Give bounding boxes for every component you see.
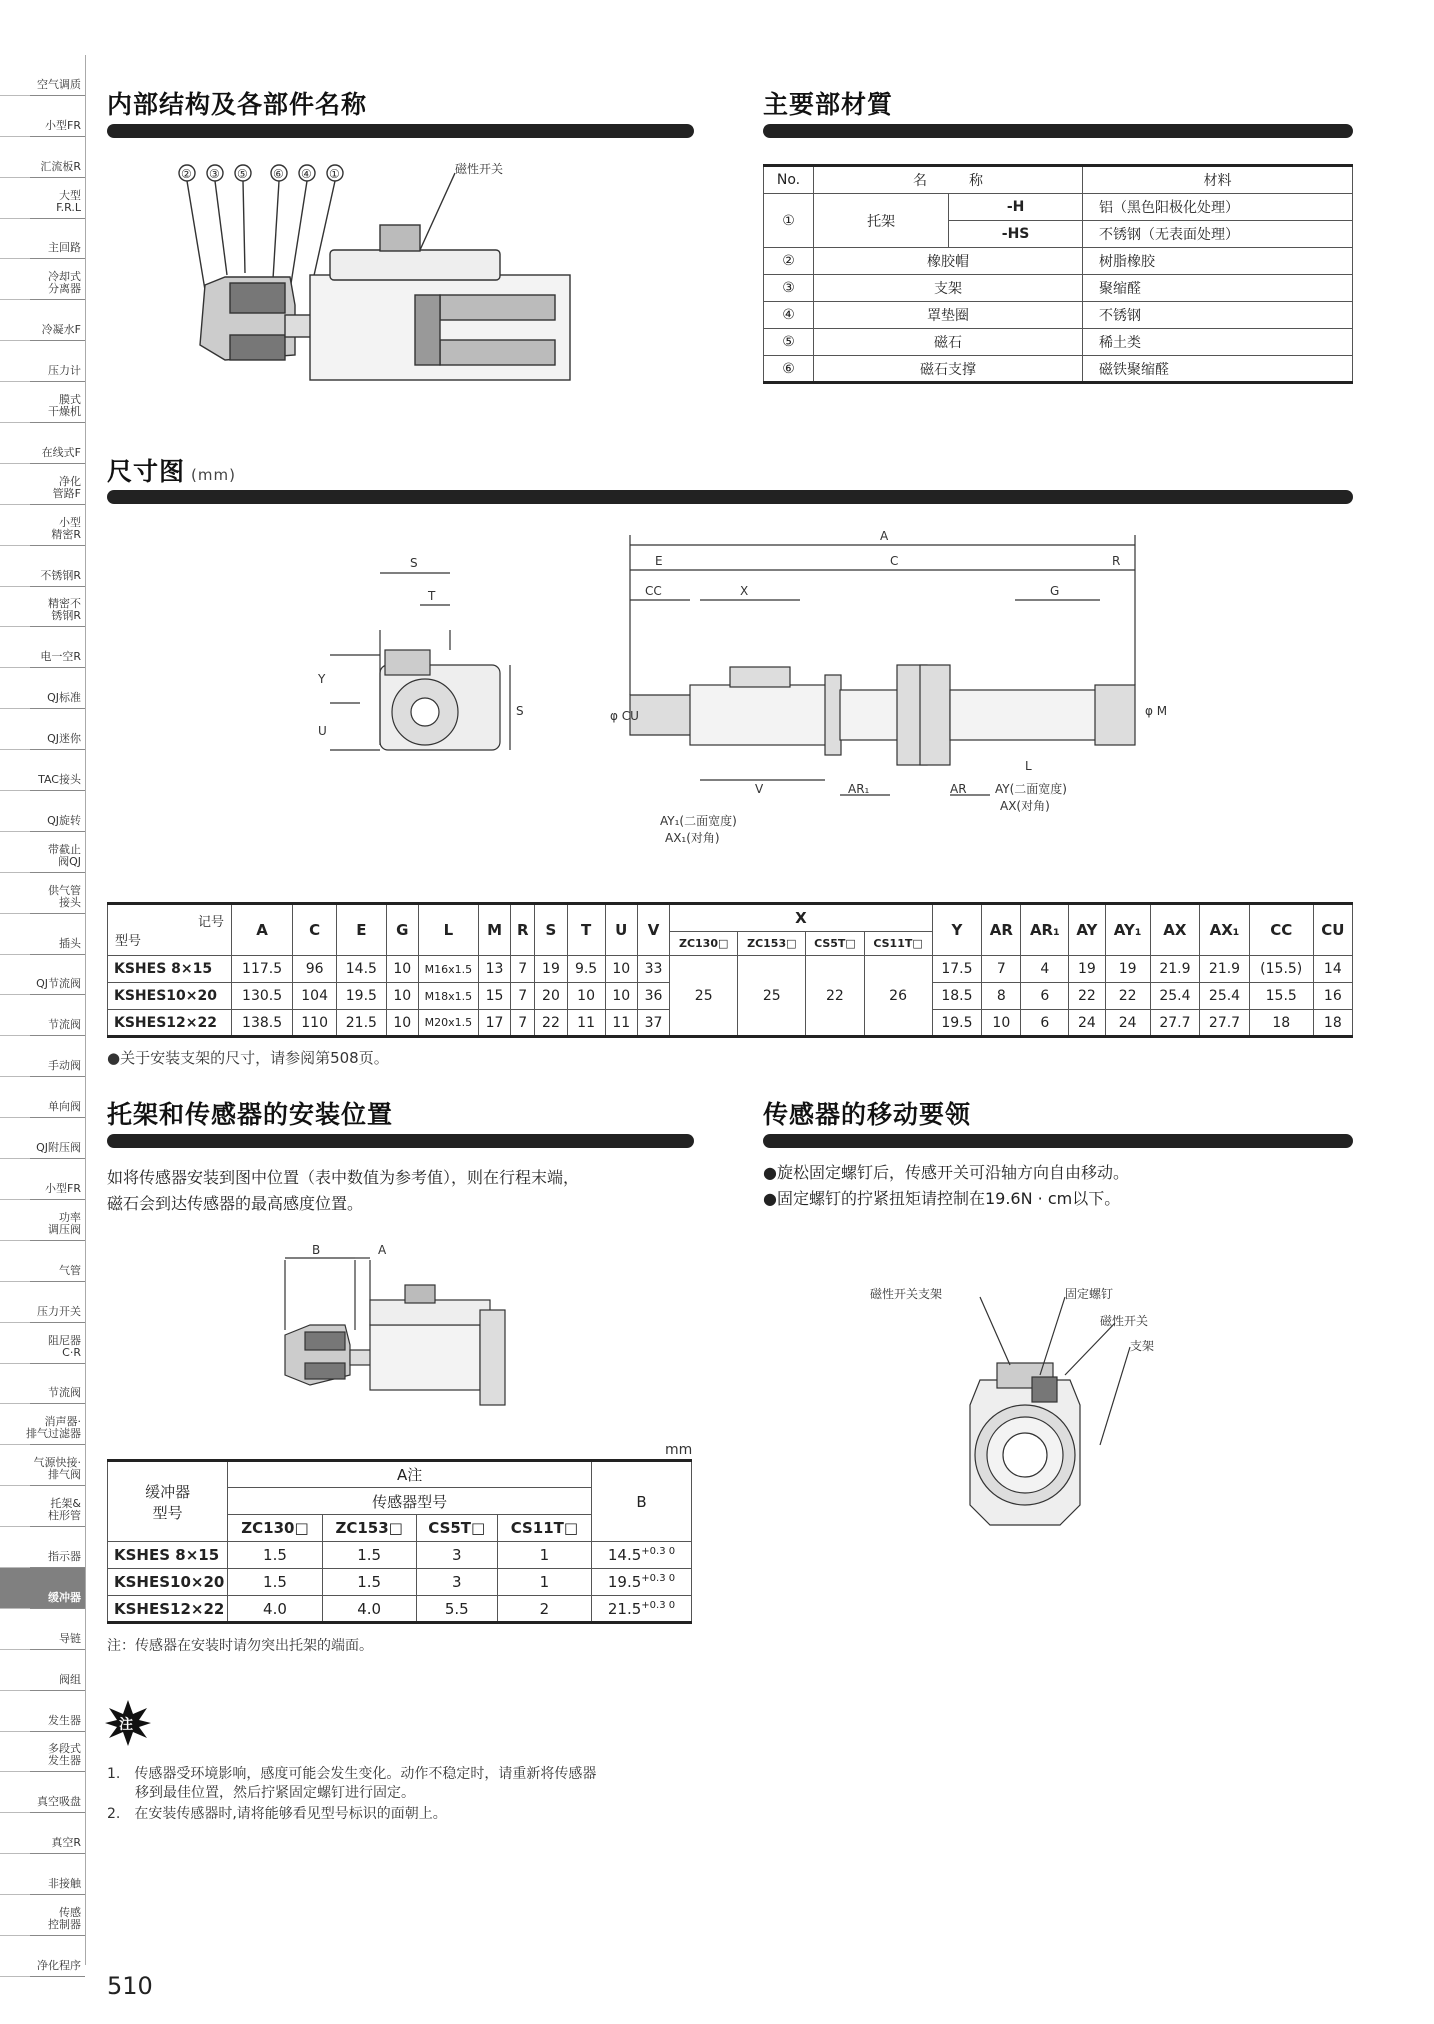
row-name: 支架 bbox=[814, 275, 1083, 302]
table-cell: 1 bbox=[497, 1542, 591, 1569]
table-cell: 1.5 bbox=[322, 1542, 416, 1569]
sidebar-item[interactable]: 缓冲器 bbox=[0, 1568, 85, 1609]
sidebar-item[interactable]: 节流阀 bbox=[0, 1364, 85, 1405]
row-material: 稀土类 bbox=[1083, 329, 1353, 356]
row-material: 铝（黑色阳极化处理） bbox=[1083, 194, 1353, 221]
sensor-col: ZC153□ bbox=[322, 1515, 416, 1542]
table-cell: 7 bbox=[982, 956, 1021, 983]
col-header: AX₁ bbox=[1200, 904, 1250, 956]
b-value: 19.5 bbox=[607, 1573, 642, 1591]
table-cell: 27.7 bbox=[1150, 1010, 1200, 1037]
sidebar-item[interactable]: 发生器 bbox=[0, 1691, 85, 1732]
dim-label-ar: AR bbox=[950, 782, 967, 796]
col-header: L bbox=[418, 904, 478, 956]
table-cell: 4.0 bbox=[228, 1596, 322, 1623]
row-no: ② bbox=[764, 248, 814, 275]
table-cell: 21.9 bbox=[1150, 956, 1200, 983]
table-cell: 24 bbox=[1105, 1010, 1150, 1037]
sidebar-item[interactable]: QJ附压阀 bbox=[0, 1118, 85, 1159]
materials-table bbox=[763, 164, 1353, 384]
dim-label-u: U bbox=[318, 724, 327, 738]
mounting-note: 注：传感器在安装时请勿突出托架的端面。 bbox=[107, 1638, 373, 1654]
row-sub: -H bbox=[949, 194, 1083, 221]
caution-icon-text: 注 bbox=[119, 1717, 133, 1733]
table-cell: 138.5 bbox=[232, 1010, 293, 1037]
sidebar-item[interactable]: 压力开关 bbox=[0, 1282, 85, 1323]
header-symbol-model bbox=[108, 904, 232, 956]
mounting-drawing bbox=[270, 1240, 540, 1420]
dim-label-a: A bbox=[880, 529, 889, 543]
table-cell: 5.5 bbox=[416, 1596, 497, 1623]
col-header: E bbox=[337, 904, 387, 956]
table-cell: 18 bbox=[1313, 1010, 1352, 1037]
table-cell: 4.0 bbox=[322, 1596, 416, 1623]
caution-icon bbox=[105, 1700, 151, 1746]
table-cell: KSHES12×22 bbox=[108, 1596, 228, 1623]
table-cell: 7 bbox=[511, 956, 535, 983]
col-header: CC bbox=[1249, 904, 1313, 956]
section-title-moving: 传感器的移动要领 bbox=[763, 1100, 972, 1129]
dim-label-ay: AY(二面宽度) bbox=[995, 782, 1067, 796]
mounting-position-table bbox=[107, 1459, 692, 1624]
table-cell: 36 bbox=[637, 983, 669, 1010]
dim-label-x: X bbox=[740, 584, 749, 598]
sidebar-item[interactable]: 小型FR bbox=[0, 96, 85, 137]
col-material: 材料 bbox=[1083, 166, 1353, 194]
table-cell: 20 bbox=[535, 983, 567, 1010]
dim-label-m: φ M bbox=[1145, 704, 1168, 718]
table-cell: KSHES 8×15 bbox=[108, 956, 232, 983]
mount-label-b: B bbox=[312, 1243, 321, 1257]
sidebar-item[interactable]: 汇流板R bbox=[0, 137, 85, 178]
col-header: AX bbox=[1150, 904, 1200, 956]
dim-label-v: V bbox=[755, 782, 764, 796]
table-cell: KSHES10×20 bbox=[108, 983, 232, 1010]
table-cell: 17 bbox=[478, 1010, 510, 1037]
part-number-label: ① bbox=[329, 167, 340, 181]
sidebar-item[interactable]: 导链 bbox=[0, 1609, 85, 1650]
sidebar-item[interactable]: 净化程序 bbox=[0, 1936, 85, 1977]
sidebar-item[interactable]: 非接触 bbox=[0, 1854, 85, 1895]
col-header: AY bbox=[1069, 904, 1105, 956]
table-cell: 19 bbox=[1105, 956, 1150, 983]
table-cell: 9.5 bbox=[567, 956, 605, 983]
dimension-drawing bbox=[300, 525, 1200, 855]
dim-label-ax1: AX₁(对角) bbox=[665, 831, 720, 845]
table-cell: 7 bbox=[511, 1010, 535, 1037]
table-cell: 37 bbox=[637, 1010, 669, 1037]
row-material: 不锈钢（无表面处理） bbox=[1083, 221, 1353, 248]
table-cell: M18x1.5 bbox=[418, 983, 478, 1010]
mounting-unit: mm bbox=[665, 1442, 693, 1458]
table-cell: 19.5 bbox=[337, 983, 387, 1010]
x-sub-header: ZC153□ bbox=[738, 932, 806, 956]
table-row bbox=[108, 1542, 692, 1569]
row-name: 橡胶帽 bbox=[814, 248, 1083, 275]
sidebar-item[interactable]: 膜式 干燥机 bbox=[0, 382, 85, 423]
sensor-col: ZC130□ bbox=[228, 1515, 322, 1542]
x-sub-header: CS11T□ bbox=[864, 932, 932, 956]
internal-structure-drawing bbox=[165, 155, 605, 415]
col-header-x: X bbox=[670, 904, 932, 932]
table-cell: 110 bbox=[293, 1010, 337, 1037]
row-name: 托架 bbox=[814, 194, 949, 248]
section-bar bbox=[107, 1134, 694, 1148]
table-row bbox=[108, 956, 1353, 983]
table-cell: 10 bbox=[567, 983, 605, 1010]
mounting-description: 如将传感器安装到图中位置（表中数值为参考值），则在行程末端， 磁石会到达传感器的最高感度位置。 bbox=[107, 1168, 580, 1213]
sidebar-item[interactable]: 消声器· 排气过滤器 bbox=[0, 1404, 85, 1445]
mount-label-a: A bbox=[378, 1243, 387, 1257]
part-number-label: ③ bbox=[209, 167, 220, 181]
sidebar-item[interactable]: 净化 管路F bbox=[0, 464, 85, 505]
moving-bullet: ●旋松固定螺钉后，传感开关可沿轴方向自由移动。 bbox=[763, 1163, 1129, 1182]
table-cell: 96 bbox=[293, 956, 337, 983]
col-header: R bbox=[511, 904, 535, 956]
sidebar-item[interactable]: 真空吸盘 bbox=[0, 1772, 85, 1813]
dim-label-r: R bbox=[1112, 554, 1121, 568]
sidebar-item[interactable]: 小型FR bbox=[0, 1159, 85, 1200]
header-b: B bbox=[592, 1461, 692, 1542]
sensor-col: CS11T□ bbox=[497, 1515, 591, 1542]
sidebar-item[interactable]: 阻尼器 C·R bbox=[0, 1323, 85, 1364]
sidebar-item[interactable]: 插头 bbox=[0, 914, 85, 955]
b-value: 14.5 bbox=[607, 1546, 642, 1564]
sidebar-item[interactable]: 冷凝水F bbox=[0, 300, 85, 341]
table-cell: 3 bbox=[416, 1569, 497, 1596]
row-name: 罩垫圈 bbox=[814, 302, 1083, 329]
table-cell: (15.5) bbox=[1249, 956, 1313, 983]
table-cell: 22 bbox=[535, 1010, 567, 1037]
row-no: ① bbox=[764, 194, 814, 248]
sidebar-item[interactable]: 多段式 发生器 bbox=[0, 1732, 85, 1773]
dimensions-footnote: ●关于安装支架的尺寸，请参阅第508页。 bbox=[107, 1049, 389, 1067]
dimensions-unit: (mm) bbox=[191, 466, 236, 484]
sidebar-item[interactable]: QJ标准 bbox=[0, 668, 85, 709]
row-material: 树脂橡胶 bbox=[1083, 248, 1353, 275]
section-bar bbox=[763, 124, 1353, 138]
col-header: CU bbox=[1313, 904, 1352, 956]
x-sub-header: ZC130□ bbox=[670, 932, 738, 956]
header-a: A注 bbox=[228, 1461, 592, 1488]
part-number-label: ② bbox=[181, 167, 192, 181]
table-cell: 1.5 bbox=[228, 1569, 322, 1596]
header-buffer-model: 缓冲器 型号 bbox=[108, 1461, 228, 1542]
sidebar-item[interactable]: 精密不 锈钢R bbox=[0, 587, 85, 628]
table-cell: 10 bbox=[386, 1010, 418, 1037]
table-cell: 7 bbox=[511, 983, 535, 1010]
part-number-label: ⑥ bbox=[273, 167, 284, 181]
col-header: U bbox=[605, 904, 637, 956]
header-symbol: 记号 bbox=[197, 915, 224, 930]
col-no: No. bbox=[764, 166, 814, 194]
table-cell: 25.4 bbox=[1150, 983, 1200, 1010]
sidebar-item[interactable]: 阀组 bbox=[0, 1650, 85, 1691]
label-fixing-screw: 固定螺钉 bbox=[1065, 1287, 1114, 1301]
dim-label-cu: φ CU bbox=[610, 709, 639, 723]
header-sensor-model: 传感器型号 bbox=[228, 1488, 592, 1515]
col-name: 名 称 bbox=[814, 166, 1083, 194]
table-cell: 24 bbox=[1069, 1010, 1105, 1037]
table-cell: 10 bbox=[605, 956, 637, 983]
part-number-label: ⑤ bbox=[237, 167, 248, 181]
dim-label-e: E bbox=[655, 554, 663, 568]
table-cell: 10 bbox=[982, 1010, 1021, 1037]
sidebar-item[interactable]: 气源快接· 排气阀 bbox=[0, 1445, 85, 1486]
moving-bullet: ●固定螺钉的拧紧扭矩请控制在19.6N · cm以下。 bbox=[763, 1189, 1121, 1208]
sidebar-item[interactable]: 节流阀 bbox=[0, 995, 85, 1036]
mounting-table-body bbox=[108, 1542, 692, 1623]
dim-label-cc: CC bbox=[645, 584, 662, 598]
sensor-col: CS5T□ bbox=[416, 1515, 497, 1542]
row-no: ④ bbox=[764, 302, 814, 329]
header-model: 型号 bbox=[115, 934, 142, 949]
table-cell: 25 bbox=[738, 956, 806, 1037]
section-title-materials: 主要部材質 bbox=[763, 90, 894, 119]
table-cell: 22 bbox=[1069, 983, 1105, 1010]
sidebar-item[interactable]: 手动阀 bbox=[0, 1036, 85, 1077]
section-bar bbox=[107, 490, 1353, 504]
dimensions-title-text: 尺寸图 bbox=[107, 457, 186, 486]
table-cell: KSHES10×20 bbox=[108, 1569, 228, 1596]
sidebar-item[interactable]: 小型 精密R bbox=[0, 505, 85, 546]
row-name: 磁石支撑 bbox=[814, 356, 1083, 383]
table-cell: 27.7 bbox=[1200, 1010, 1250, 1037]
table-cell: 11 bbox=[567, 1010, 605, 1037]
row-no: ③ bbox=[764, 275, 814, 302]
row-material: 聚缩醛 bbox=[1083, 275, 1353, 302]
sidebar-item[interactable]: 传感 控制器 bbox=[0, 1895, 85, 1936]
b-tolerance: +0.3 0 bbox=[641, 1546, 676, 1557]
part-number-label: ④ bbox=[301, 167, 312, 181]
dim-label-ay1: AY₁(二面宽度) bbox=[660, 814, 737, 828]
col-header: M bbox=[478, 904, 510, 956]
table-cell: 1.5 bbox=[322, 1569, 416, 1596]
dim-label-g: G bbox=[1050, 584, 1060, 598]
table-cell: 8 bbox=[982, 983, 1021, 1010]
col-header: C bbox=[293, 904, 337, 956]
caution-item: 2. 在安装传感器时,请将能够看见型号标识的面朝上。 bbox=[107, 1806, 447, 1822]
col-header: V bbox=[637, 904, 669, 956]
row-material: 不锈钢 bbox=[1083, 302, 1353, 329]
table-cell: 18 bbox=[1249, 1010, 1313, 1037]
table-cell: KSHES12×22 bbox=[108, 1010, 232, 1037]
table-row bbox=[108, 1569, 692, 1596]
sidebar-nav bbox=[0, 55, 86, 1972]
sidebar-item[interactable]: 指示器 bbox=[0, 1527, 85, 1568]
row-name: 磁石 bbox=[814, 329, 1083, 356]
sidebar-item[interactable]: 在线式F bbox=[0, 423, 85, 464]
sidebar-item[interactable]: 主回路 bbox=[0, 219, 85, 260]
table-cell: 26 bbox=[864, 956, 932, 1037]
table-cell: 1.5 bbox=[228, 1542, 322, 1569]
label-magnetic-switch: 磁性开关 bbox=[1100, 1314, 1149, 1328]
table-cell: 15 bbox=[478, 983, 510, 1010]
table-cell: 22 bbox=[1105, 983, 1150, 1010]
dim-label-t: T bbox=[428, 589, 436, 603]
sidebar-item[interactable]: QJ旋转 bbox=[0, 791, 85, 832]
row-no: ⑤ bbox=[764, 329, 814, 356]
col-header: T bbox=[567, 904, 605, 956]
section-bar bbox=[763, 1134, 1353, 1148]
col-header: AR₁ bbox=[1021, 904, 1069, 956]
sidebar-item[interactable]: 电一空R bbox=[0, 627, 85, 668]
table-cell: 6 bbox=[1021, 983, 1069, 1010]
table-cell: 19.5 bbox=[932, 1010, 982, 1037]
b-tolerance: +0.3 0 bbox=[641, 1573, 676, 1584]
row-no: ⑥ bbox=[764, 356, 814, 383]
section-title-dimensions bbox=[107, 452, 236, 488]
table-cell: 10 bbox=[386, 956, 418, 983]
table-cell: 17.5 bbox=[932, 956, 982, 983]
table-cell: 18.5 bbox=[932, 983, 982, 1010]
table-cell: 14.5 bbox=[337, 956, 387, 983]
table-cell: 4 bbox=[1021, 956, 1069, 983]
table-cell bbox=[592, 1569, 692, 1596]
dimensions-table-body bbox=[108, 956, 1353, 1037]
sidebar-item[interactable]: 冷却式 分离器 bbox=[0, 259, 85, 300]
table-cell: 13 bbox=[478, 956, 510, 983]
sensor-moving-drawing bbox=[860, 1285, 1200, 1575]
table-cell: 22 bbox=[806, 956, 864, 1037]
table-cell bbox=[592, 1542, 692, 1569]
table-cell: 117.5 bbox=[232, 956, 293, 983]
table-cell: KSHES 8×15 bbox=[108, 1542, 228, 1569]
sidebar-item[interactable]: 供气管 接头 bbox=[0, 873, 85, 914]
table-cell: 33 bbox=[637, 956, 669, 983]
dim-label-s-side: S bbox=[516, 704, 524, 718]
section-title-mounting: 托架和传感器的安装位置 bbox=[107, 1100, 394, 1129]
table-cell: 1 bbox=[497, 1569, 591, 1596]
row-sub: -HS bbox=[949, 221, 1083, 248]
table-cell: 25 bbox=[670, 956, 738, 1037]
sidebar-item[interactable]: QJ迷你 bbox=[0, 709, 85, 750]
table-cell: 15.5 bbox=[1249, 983, 1313, 1010]
dim-label-y: Y bbox=[318, 672, 326, 686]
page-number: 510 bbox=[107, 1972, 153, 2000]
col-header: G bbox=[386, 904, 418, 956]
table-cell: 3 bbox=[416, 1542, 497, 1569]
dimensions-table bbox=[107, 902, 1353, 1038]
sidebar-item[interactable]: 带截止 阀QJ bbox=[0, 832, 85, 873]
table-cell: 6 bbox=[1021, 1010, 1069, 1037]
table-cell: 14 bbox=[1313, 956, 1352, 983]
table-cell: 2 bbox=[497, 1596, 591, 1623]
table-cell bbox=[592, 1596, 692, 1623]
sidebar-item[interactable]: 空气调质 bbox=[0, 55, 85, 96]
sidebar-item[interactable]: 大型 F.R.L bbox=[0, 178, 85, 219]
table-cell: 104 bbox=[293, 983, 337, 1010]
x-sub-header: CS5T□ bbox=[806, 932, 864, 956]
table-cell: 25.4 bbox=[1200, 983, 1250, 1010]
table-cell: 21.9 bbox=[1200, 956, 1250, 983]
row-material: 磁铁聚缩醛 bbox=[1083, 356, 1353, 383]
caution-item: 1. 传感器受环境影响，感度可能会发生变化。动作不稳定时，请重新将传感器 移到最佳位置，然后拧紧固定螺钉进行固定。 bbox=[107, 1766, 597, 1801]
col-header: A bbox=[232, 904, 293, 956]
b-value: 21.5 bbox=[607, 1599, 642, 1618]
dim-label-ar1: AR₁ bbox=[848, 782, 870, 796]
table-cell: 21.5 bbox=[337, 1010, 387, 1037]
sidebar-item[interactable]: 不锈钢R bbox=[0, 546, 85, 587]
magnetic-switch-label: 磁性开关 bbox=[455, 162, 504, 176]
table-cell: 16 bbox=[1313, 983, 1352, 1010]
sidebar-item[interactable]: 真空R bbox=[0, 1813, 85, 1854]
table-cell: 130.5 bbox=[232, 983, 293, 1010]
table-cell: M16x1.5 bbox=[418, 956, 478, 983]
table-cell: M20x1.5 bbox=[418, 1010, 478, 1037]
sidebar-item[interactable]: 压力计 bbox=[0, 341, 85, 382]
sidebar-item[interactable]: 气管 bbox=[0, 1241, 85, 1282]
sidebar-item[interactable]: 功率 调压阀 bbox=[0, 1200, 85, 1241]
sidebar-item[interactable]: 单向阀 bbox=[0, 1077, 85, 1118]
sidebar-item[interactable]: 托架& 柱形管 bbox=[0, 1486, 85, 1527]
col-header: AY₁ bbox=[1105, 904, 1150, 956]
section-title-structure: 内部结构及各部件名称 bbox=[107, 90, 368, 119]
col-header: S bbox=[535, 904, 567, 956]
table-cell: 19 bbox=[1069, 956, 1105, 983]
col-header: Y bbox=[932, 904, 982, 956]
b-tolerance: +0.3 0 bbox=[641, 1599, 676, 1611]
label-bracket: 支架 bbox=[1130, 1339, 1155, 1353]
col-header: AR bbox=[982, 904, 1021, 956]
section-bar bbox=[107, 124, 694, 138]
table-cell: 19 bbox=[535, 956, 567, 983]
sidebar-item[interactable]: TAC接头 bbox=[0, 750, 85, 791]
dim-label-l: L bbox=[1025, 759, 1032, 773]
dim-label-s: S bbox=[410, 556, 418, 570]
dim-label-ax: AX(对角) bbox=[1000, 799, 1050, 813]
table-row bbox=[108, 1596, 692, 1623]
dim-label-c: C bbox=[890, 554, 899, 568]
sidebar-item[interactable]: QJ节流阀 bbox=[0, 955, 85, 996]
table-cell: 11 bbox=[605, 1010, 637, 1037]
label-switch-bracket: 磁性开关支架 bbox=[870, 1287, 943, 1301]
table-cell: 10 bbox=[605, 983, 637, 1010]
table-cell: 10 bbox=[386, 983, 418, 1010]
